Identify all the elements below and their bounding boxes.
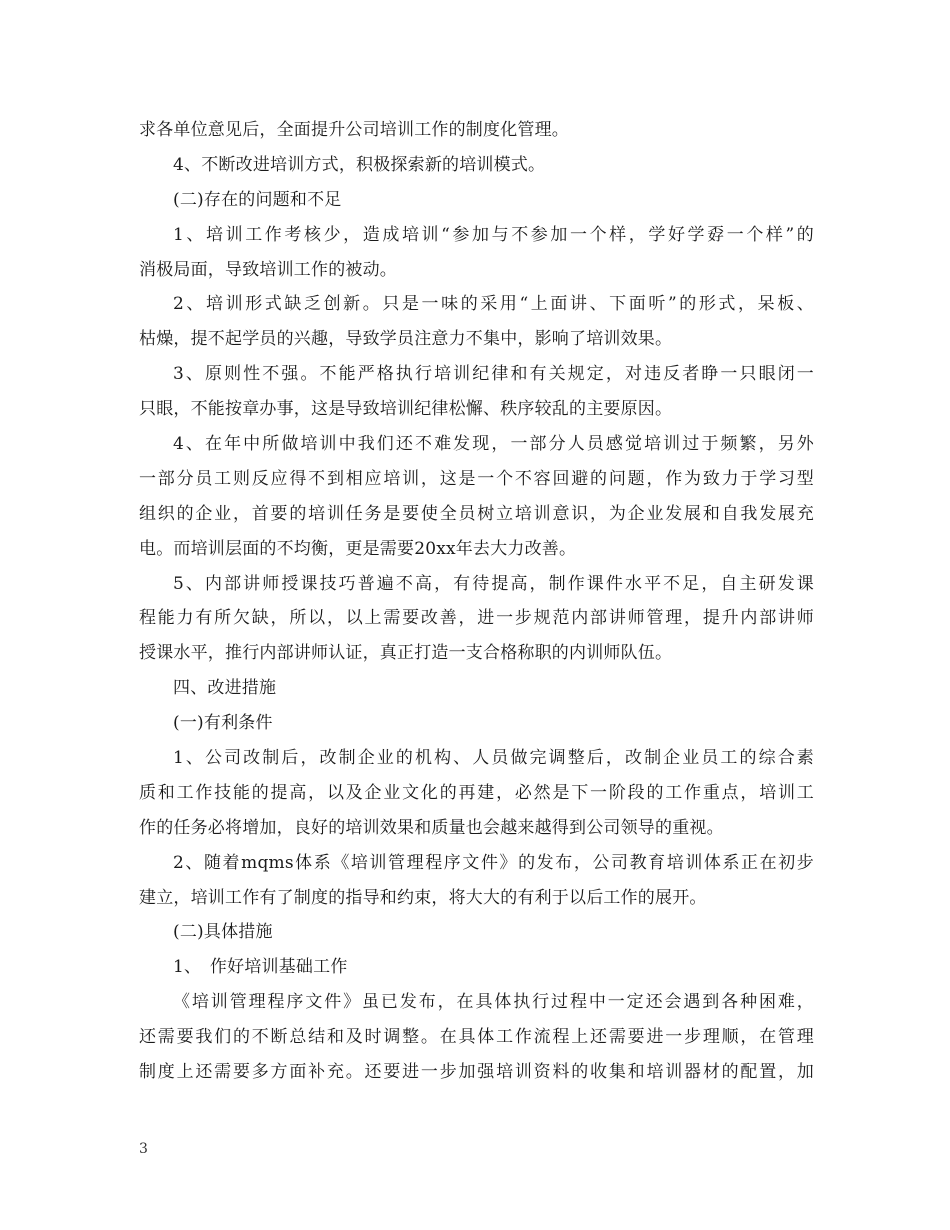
text-line: (二)具体措施 — [173, 922, 273, 943]
text-line: 4、在年中所做培训中我们还不难发现，一部分人员感觉培训过于频繁，另外 — [173, 434, 814, 455]
text-lines — [139, 113, 814, 1090]
text-line: 组织的企业，首要的培训任务是要使全员树立培训意识，为企业发展和自我发展充 — [139, 503, 814, 524]
text-line: 1、培训工作考核少，造成培训“参加与不参加一个样，学好学孬一个样”的 — [173, 224, 814, 245]
text-line: 一部分员工则反应得不到相应培训，这是一个不容回避的问题，作为致力于学习型 — [139, 468, 814, 489]
text-line: 电。而培训层面的不均衡，更是需要20xx年去大力改善。 — [139, 538, 577, 559]
text-line: 授课水平，推行内部讲师认证，真正打造一支合格称职的内训师队伍。 — [139, 643, 673, 664]
text-line: 消极局面，导致培训工作的被动。 — [139, 259, 397, 280]
text-line: 质和工作技能的提高，以及企业文化的再建，必然是下一阶段的工作重点，培训工 — [139, 782, 814, 803]
text-line: 制度上还需要多方面补充。还要进一步加强培训资料的收集和培训器材的配置，加 — [139, 1062, 814, 1083]
text-line: 四、改进措施 — [173, 678, 277, 699]
document-body — [139, 113, 814, 1090]
text-line: 《培训管理程序文件》虽已发布，在具体执行过程中一定还会遇到各种困难， — [173, 992, 814, 1013]
text-line: 程能力有所欠缺，所以，以上需要改善，进一步规范内部讲师管理，提升内部讲师 — [139, 608, 814, 629]
text-line: 2、培训形式缺乏创新。只是一味的采用“上面讲、下面听”的形式，呆板、 — [173, 294, 814, 315]
text-line: 1、公司改制后，改制企业的机构、人员做完调整后，改制企业员工的综合素 — [173, 748, 814, 769]
text-line: 只眼，不能按章办事，这是导致培训纪律松懈、秩序较乱的主要原因。 — [139, 399, 673, 420]
text-line: 还需要我们的不断总结和及时调整。在具体工作流程上还需要进一步理顺，在管理 — [139, 1027, 814, 1048]
text-line: 5、内部讲师授课技巧普遍不高，有待提高，制作课件水平不足，自主研发课 — [173, 573, 814, 594]
text-line: 作的任务必将增加，良好的培训效果和质量也会越来越得到公司领导的重视。 — [139, 817, 724, 838]
text-line: 建立，培训工作有了制度的指导和约束，将大大的有利于以后工作的展开。 — [139, 887, 707, 908]
text-line: 3、原则性不强。不能严格执行培训纪律和有关规定，对违反者睁一只眼闭一 — [173, 364, 814, 385]
text-line: 2、随着mqms体系《培训管理程序文件》的发布，公司教育培训体系正在初步 — [173, 852, 814, 873]
text-line: 4、不断改进培训方式，积极探索新的培训模式。 — [173, 154, 546, 175]
page-number: 3 — [139, 1141, 148, 1157]
text-line: (一)有利条件 — [173, 713, 273, 734]
text-line: 1、 作好培训基础工作 — [173, 957, 348, 978]
text-line: 枯燥，提不起学员的兴趣，导致学员注意力不集中，影响了培训效果。 — [139, 329, 673, 350]
text-line: 求各单位意见后，全面提升公司培训工作的制度化管理。 — [139, 120, 569, 140]
text-line: (二)存在的问题和不足 — [173, 189, 342, 210]
